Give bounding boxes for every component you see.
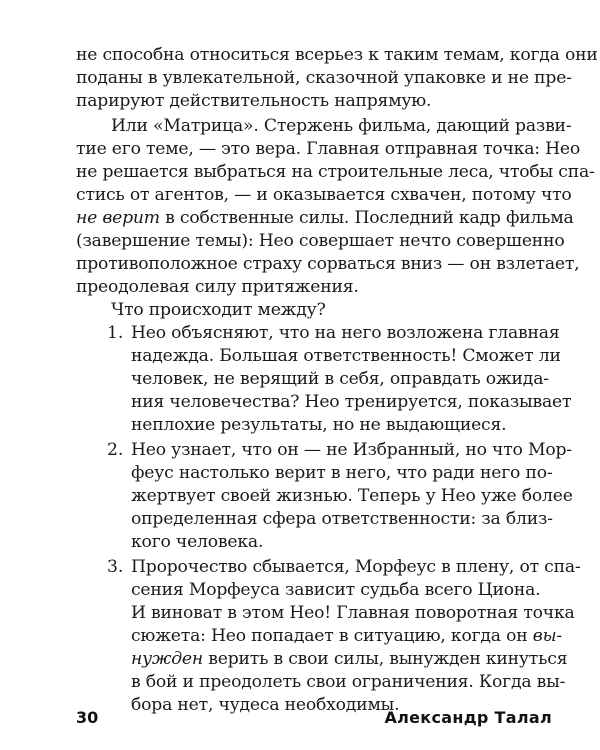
list-item-1-line-5: неплохие результаты, но не выдающиеся. xyxy=(131,415,507,435)
list-item-2-line-4: определенная сфера ответственности: за близ- xyxy=(131,509,553,529)
paragraph-2-line-8: преодолевая силу притяжения. xyxy=(76,277,359,297)
list-item-1-line-3: человек, не верящий в себя, оправдать ожида- xyxy=(131,369,549,389)
list-item-3-line-4-start: сюжета: Нео попадает в ситуацию, когда он xyxy=(131,626,533,646)
italic-phrase: нужден xyxy=(131,649,204,669)
paragraph-2-line-6: (завершение темы): Нео совершает нечто совершенно xyxy=(76,231,565,251)
list-item-1-line-2: надежда. Большая ответственность! Сможет ли xyxy=(131,346,561,366)
paragraph-1-line-2: поданы в увлекательной, сказочной упаковке и не пре- xyxy=(76,68,572,88)
list-item-1-number: 1. xyxy=(107,323,124,343)
list-item-2-line-3: жертвует своей жизнью. Теперь у Нео уже более xyxy=(131,486,573,506)
list-item-3-line-6: в бой и преодолеть свои ограничения. Когда вы- xyxy=(131,672,566,692)
paragraph-3-line-1: Что происходит между? xyxy=(111,300,326,320)
paragraph-2-line-1: Или «Матрица». Стержень фильма, дающий разви- xyxy=(111,116,572,136)
list-item-3-line-4 xyxy=(131,625,562,648)
paragraph-1-line-3: парируют действительность напрямую. xyxy=(76,91,432,111)
list-item-3-line-5-rest: верить в свои силы, вынужден кинуться xyxy=(203,649,568,669)
list-item-3-line-3: И виноват в этом Нео! Главная поворотная точка xyxy=(131,603,575,623)
paragraph-2-line-7: противоположное страху сорваться вниз — он взлетает, xyxy=(76,254,580,274)
paragraph-1-line-1: не способна относиться всерьез к таким темам, когда они xyxy=(76,45,598,65)
paragraph-2-line-3: не решается выбраться на строительные леса, чтобы спа- xyxy=(76,162,595,182)
italic-phrase: не верит xyxy=(76,208,160,228)
list-item-3-line-5 xyxy=(131,648,567,671)
list-item-2-line-5: кого человека. xyxy=(131,532,264,552)
italic-phrase: вы- xyxy=(532,626,562,646)
list-item-1-line-4: ния человечества? Нео тренируется, показывает xyxy=(131,392,572,412)
list-item-2-line-1: Нео узнает, что он — не Избранный, но что Мор- xyxy=(131,440,572,460)
list-item-1-line-1: Нео объясняют, что на него возложена главная xyxy=(131,323,560,343)
list-item-2-number: 2. xyxy=(107,440,124,460)
paragraph-2-line-5-rest: в собственные силы. Последний кадр фильма xyxy=(159,208,574,228)
list-item-3-number: 3. xyxy=(107,557,124,577)
list-item-2-line-2: феус настолько верит в него, что ради него по- xyxy=(131,463,553,483)
paragraph-2-line-5 xyxy=(76,207,574,230)
page-number: 30 xyxy=(76,708,99,727)
running-footer-author: Александр Талал xyxy=(384,708,552,727)
paragraph-2-line-4: стись от агентов, — и оказывается схвачен, потому что xyxy=(76,185,572,205)
list-item-3-line-7: бора нет, чудеса необходимы. xyxy=(131,695,400,715)
list-item-3-line-1: Пророчество сбывается, Морфеус в плену, от спа- xyxy=(131,557,581,577)
list-item-3-line-2: сения Морфеуса зависит судьба всего Циона. xyxy=(131,580,541,600)
paragraph-2-line-2: тие его теме, — это вера. Главная отправная точка: Нео xyxy=(76,139,581,159)
